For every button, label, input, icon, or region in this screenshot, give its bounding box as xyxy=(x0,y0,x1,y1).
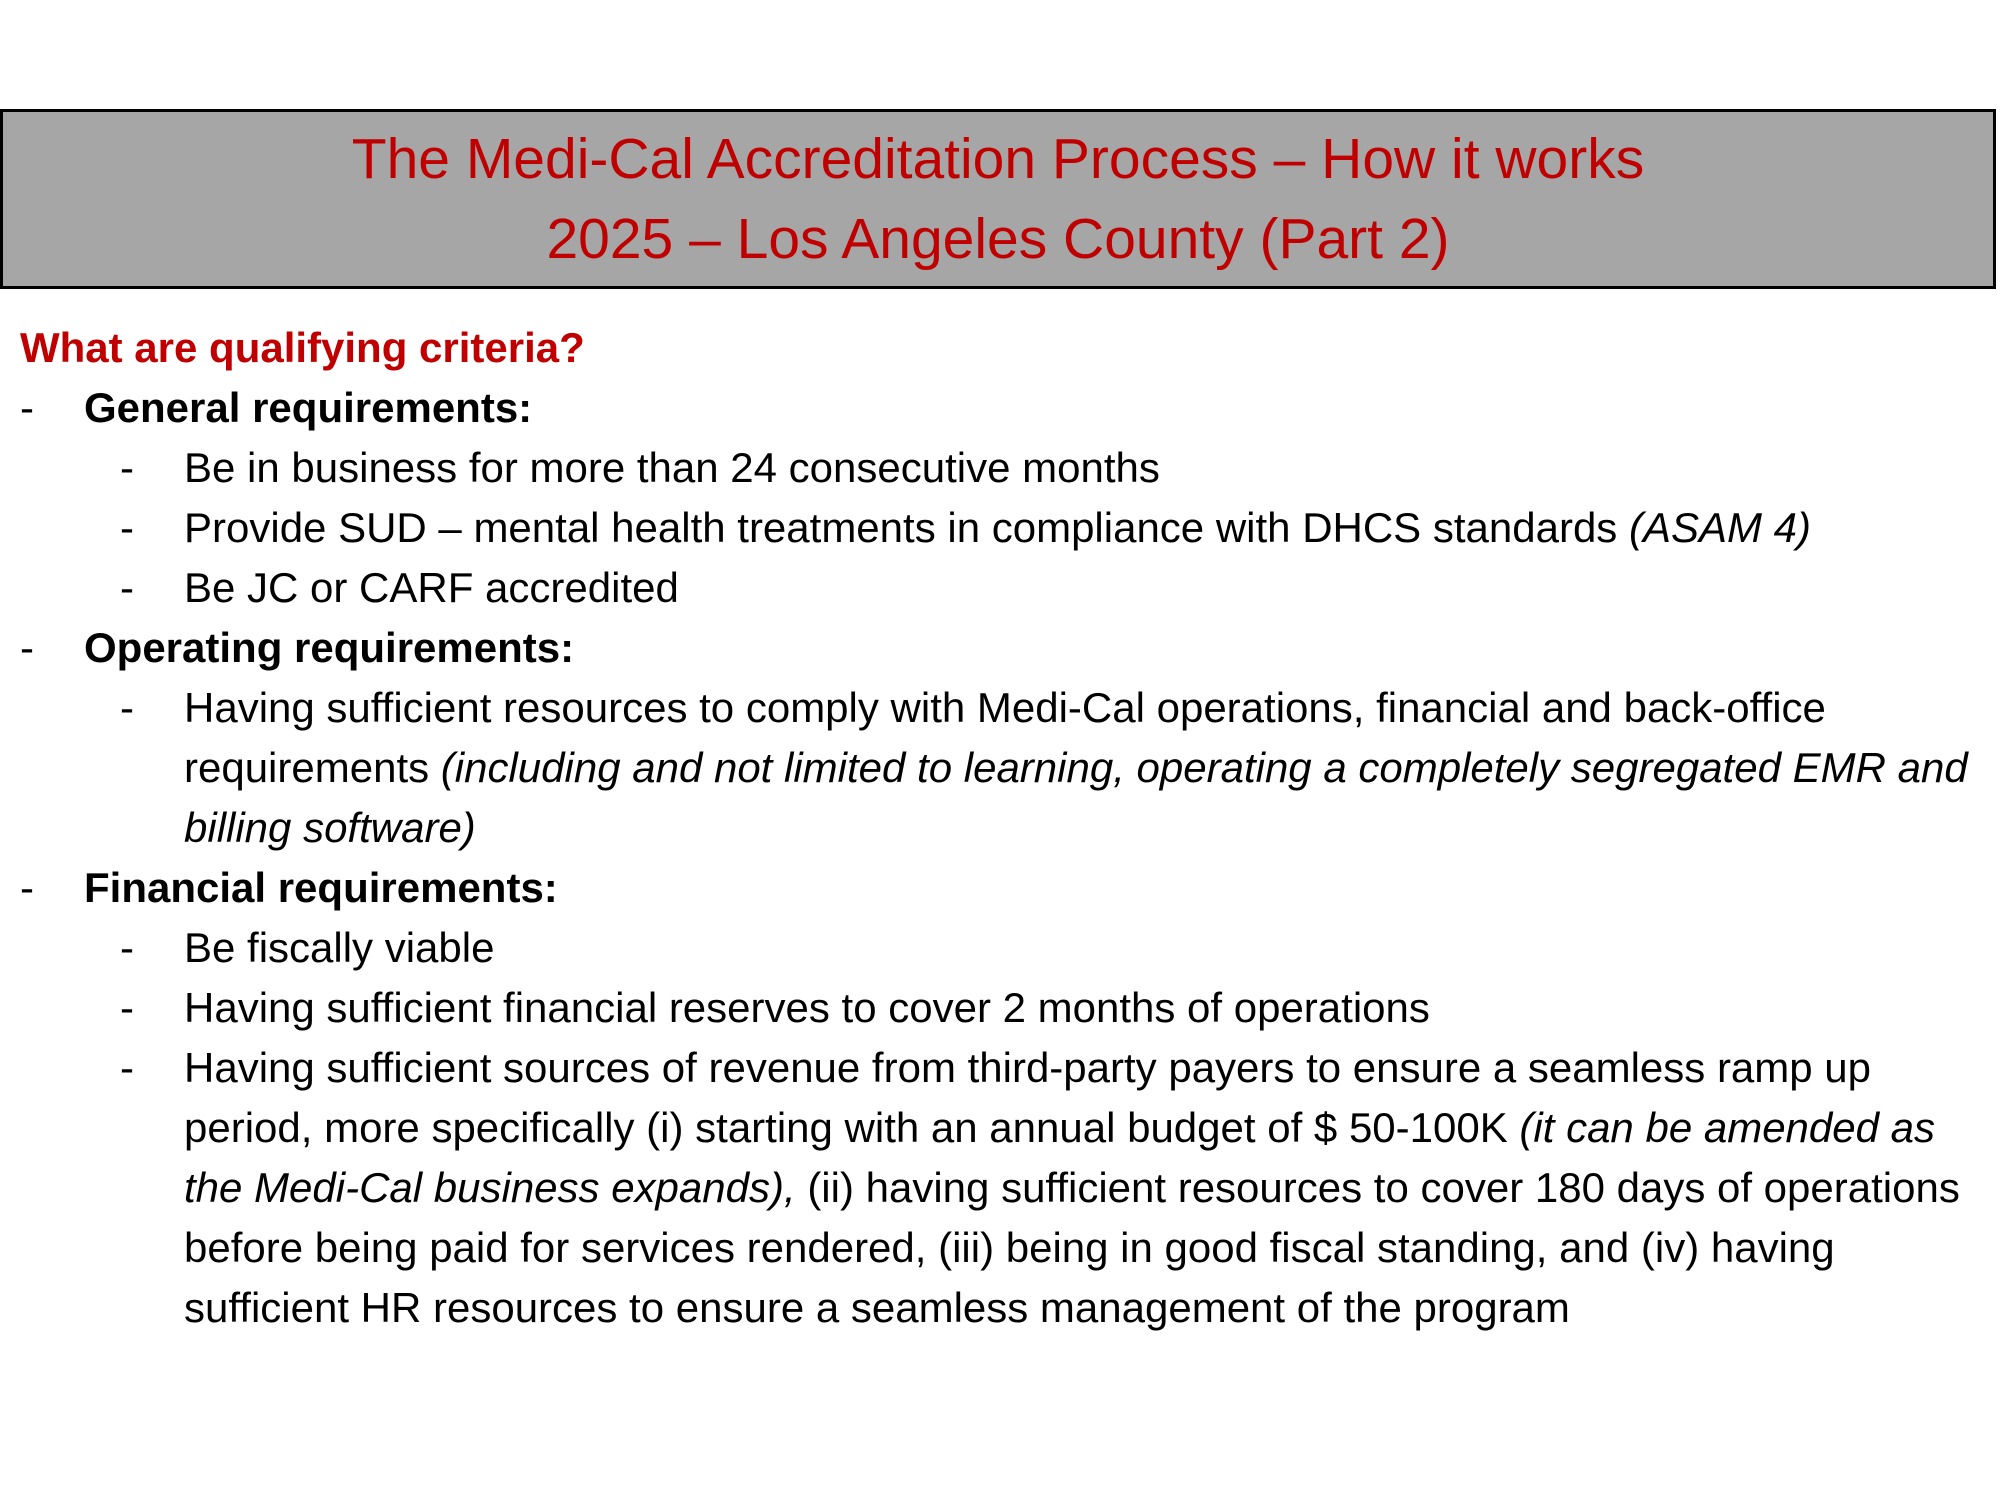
criteria-content xyxy=(20,318,1985,1338)
page-title-line-2: 2025 – Los Angeles County (Part 2) xyxy=(546,207,1450,271)
list-item xyxy=(20,498,1985,558)
list-item-text xyxy=(184,558,1985,618)
bullet-dash: - xyxy=(20,864,34,911)
section-heading xyxy=(20,618,1985,678)
item-text-continued: (ii) having sufficient resources to cover 180 days of operations before being paid for services rendered, (iii) being in good fiscal standing, and (iv) having sufficient HR resources to ensure a seamless management of the program xyxy=(184,1164,1960,1331)
list-item xyxy=(20,978,1985,1038)
item-text: Having sufficient resources to comply with Medi-Cal operations, financial and back-office requirements xyxy=(184,684,1826,791)
item-italic-text: (ASAM 4) xyxy=(1628,504,1812,551)
list-item xyxy=(20,1038,1985,1338)
section-heading xyxy=(20,858,1985,918)
bullet-dash: - xyxy=(120,504,134,551)
bullet-dash: - xyxy=(120,684,134,731)
criteria-question: What are qualifying criteria? xyxy=(20,324,585,371)
section-heading xyxy=(20,378,1985,438)
item-text: Provide SUD – mental health treatments in compliance with DHCS standards xyxy=(184,504,1629,551)
bullet-dash: - xyxy=(20,624,34,671)
bullet-dash: - xyxy=(120,984,134,1031)
page-title-line-1: The Medi-Cal Accreditation Process – How it works xyxy=(351,127,1645,191)
item-text: Having sufficient financial reserves to cover 2 months of operations xyxy=(184,984,1430,1031)
financial-requirements-heading: Financial requirements: xyxy=(84,864,558,911)
operating-requirements-heading: Operating requirements: xyxy=(84,624,575,671)
item-text: Be JC or CARF accredited xyxy=(184,564,679,611)
list-item xyxy=(20,918,1985,978)
list-item-text xyxy=(184,438,1985,498)
list-item-text xyxy=(184,678,1985,858)
title-banner xyxy=(0,109,1996,289)
bullet-dash: - xyxy=(20,384,34,431)
list-item-text xyxy=(184,978,1985,1038)
financial-requirements-section xyxy=(20,858,1985,1338)
item-text: Be in business for more than 24 consecutive months xyxy=(184,444,1160,491)
list-item xyxy=(20,438,1985,498)
general-requirements-heading: General requirements: xyxy=(84,384,533,431)
item-text: Having sufficient sources of revenue from third-party payers to ensure a seamless ramp up period, more specifically (i) starting with an annual budget of $ 50-100K xyxy=(184,1044,1872,1151)
operating-requirements-section xyxy=(20,618,1985,858)
list-item xyxy=(20,558,1985,618)
item-text: Be fiscally viable xyxy=(184,924,495,971)
bullet-dash: - xyxy=(120,564,134,611)
bullet-dash: - xyxy=(120,924,134,971)
list-item-text xyxy=(184,1038,1985,1338)
general-requirements-section xyxy=(20,378,1985,618)
item-italic-text: (including and not limited to learning, operating a completely segregated EMR and billing software) xyxy=(184,744,1968,851)
item-italic-text: (it can be amended as the Medi-Cal business expands), xyxy=(184,1104,1936,1211)
list-item xyxy=(20,678,1985,858)
list-item-text xyxy=(184,918,1985,978)
bullet-dash: - xyxy=(120,1044,134,1091)
list-item-text xyxy=(184,498,1985,558)
bullet-dash: - xyxy=(120,444,134,491)
